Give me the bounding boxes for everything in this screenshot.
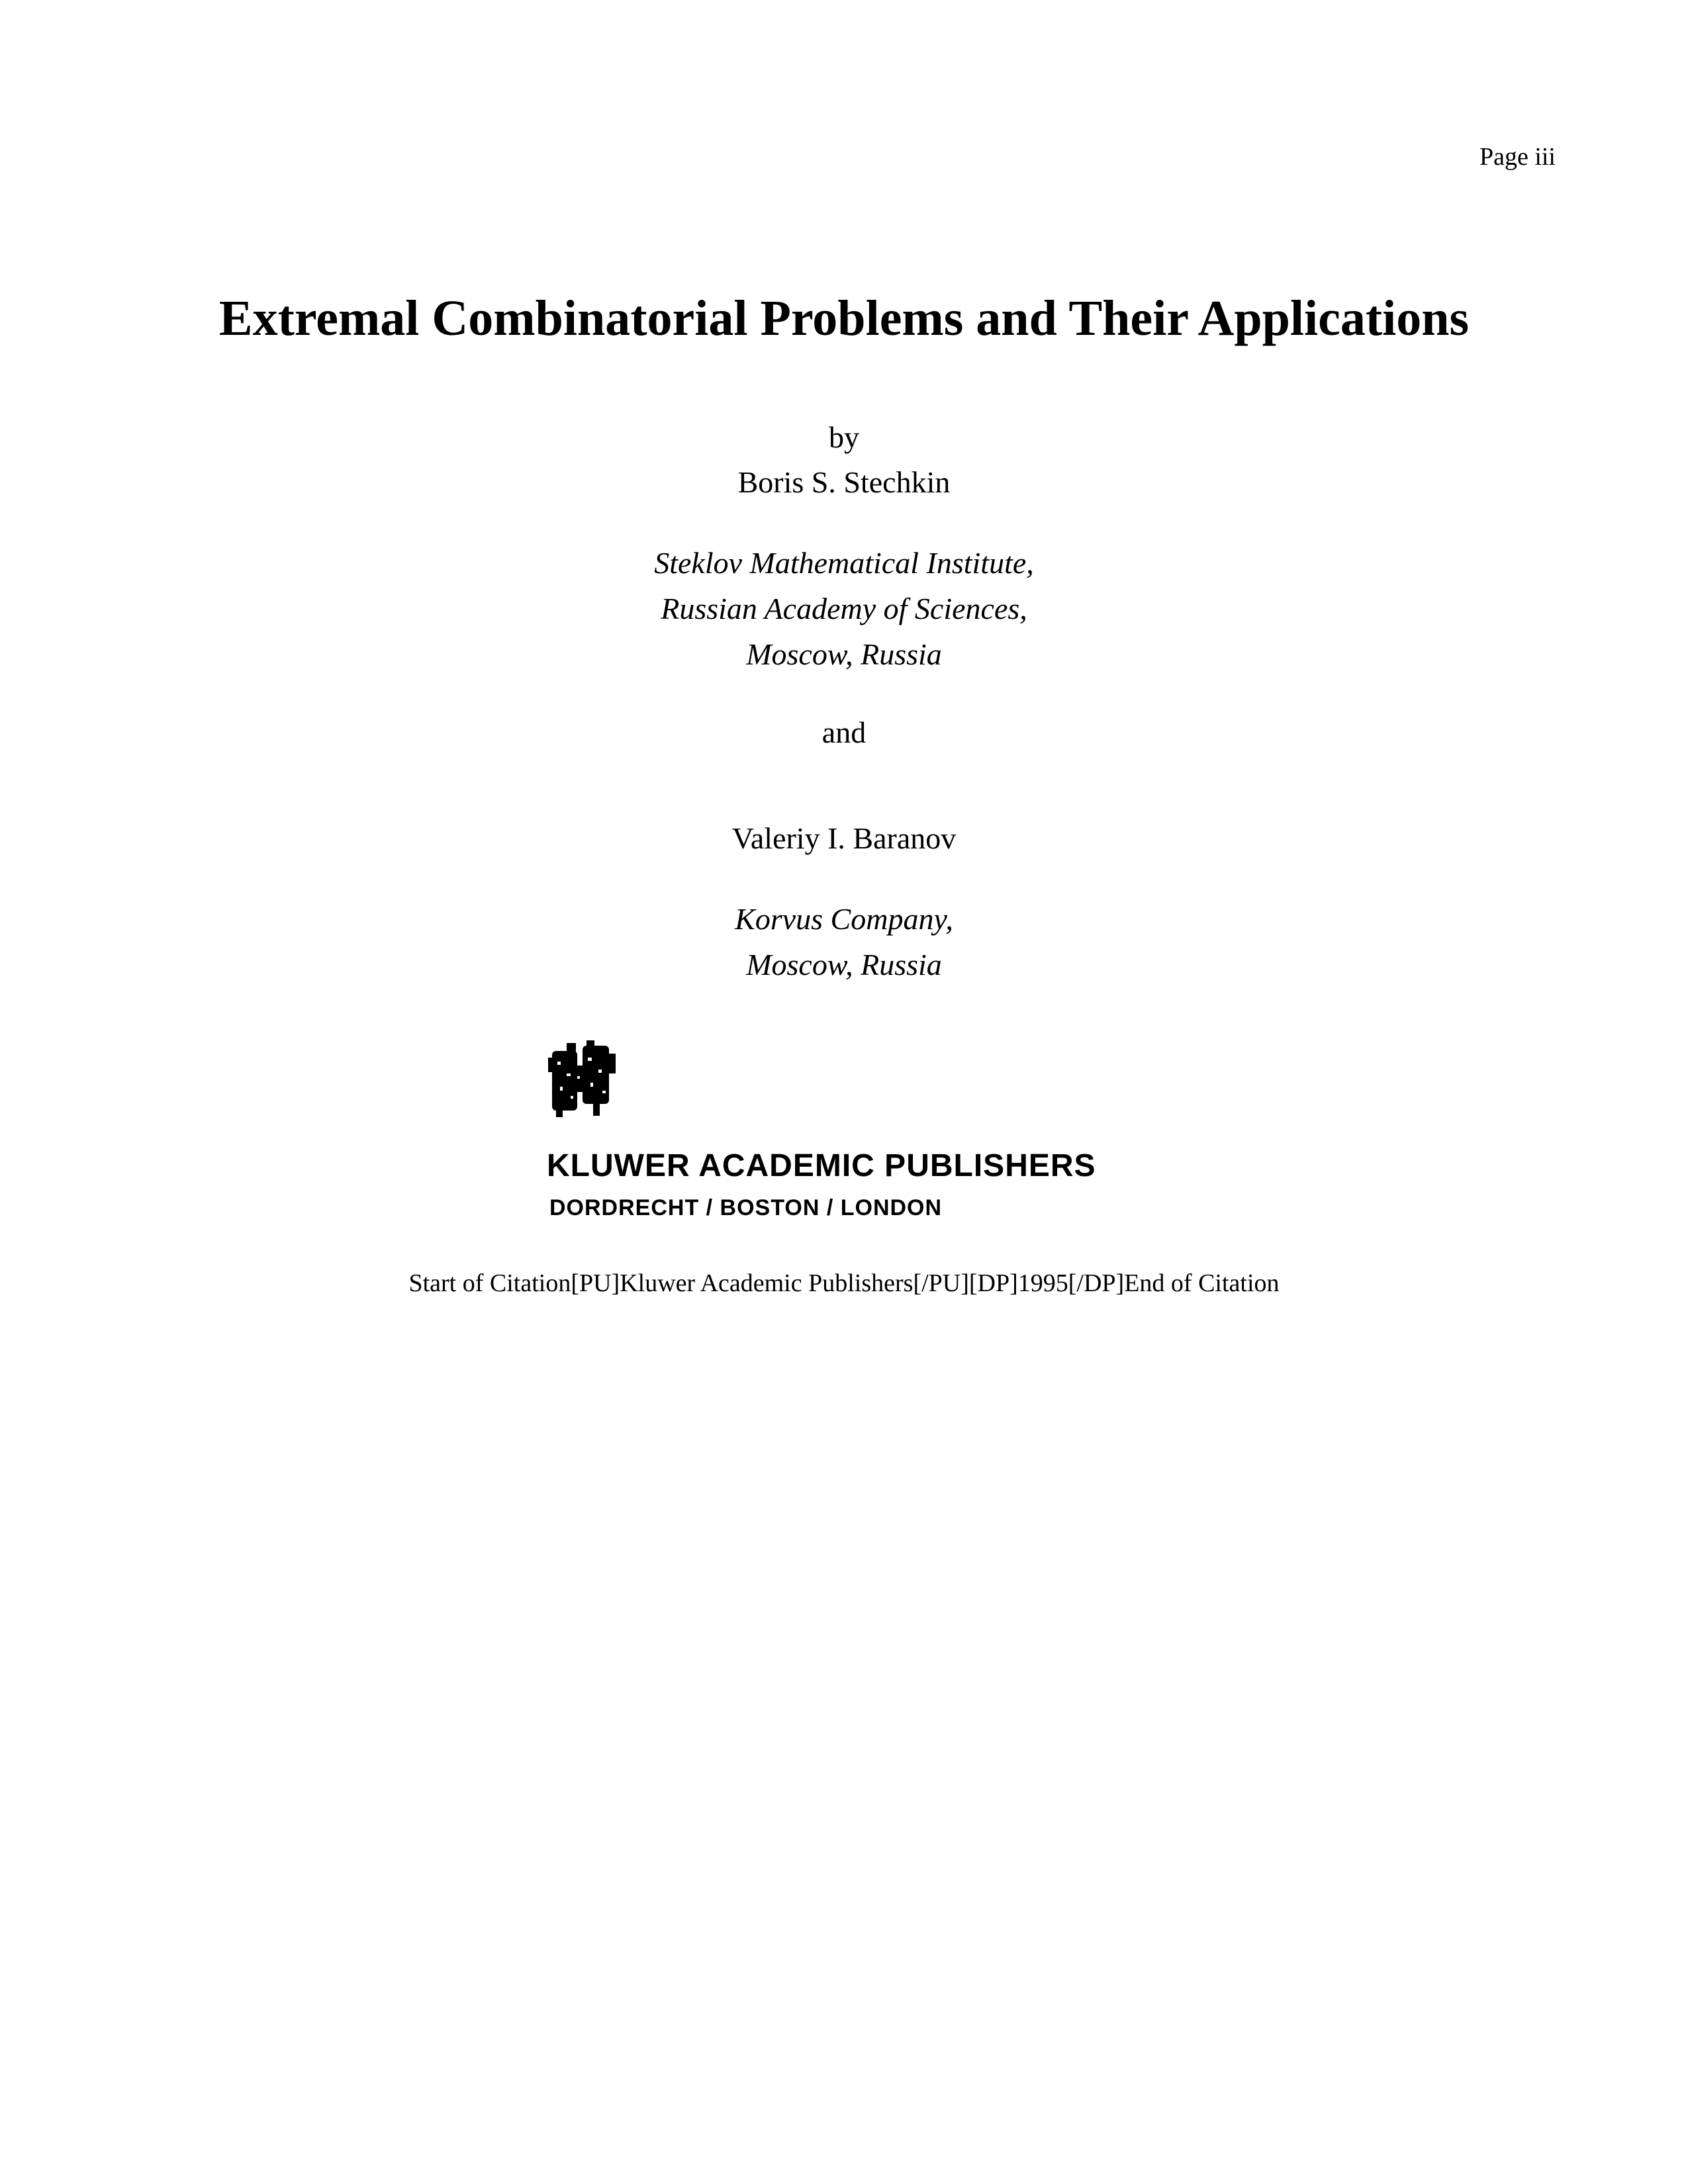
by-label: by (829, 420, 859, 454)
page-number: Page iii (1479, 143, 1556, 171)
publisher-cities: DORDRECHT / BOSTON / LONDON (549, 1195, 943, 1220)
publisher-name: KLUWER ACADEMIC PUBLISHERS (547, 1148, 1096, 1183)
affiliation-line: Russian Academy of Sciences, (661, 592, 1027, 625)
affiliation-line: Moscow, Russia (746, 637, 942, 671)
author-name-2: Valeriy I. Baranov (731, 821, 957, 855)
citation-line: Start of Citation[PU]Kluwer Academic Publishers[/PU][DP]1995[/DP]End of Citation (408, 1269, 1280, 1297)
kluwer-tree-logo-icon (547, 1039, 620, 1125)
affiliation-line: Steklov Mathematical Institute, (654, 546, 1034, 580)
conjunction-and: and (821, 715, 867, 749)
author-name-1: Boris S. Stechkin (737, 465, 951, 499)
book-title: Extremal Combinatorial Problems and Their Applications (218, 291, 1470, 346)
affiliation-line: Korvus Company, (735, 902, 953, 936)
affiliation-line: Moscow, Russia (746, 948, 942, 981)
